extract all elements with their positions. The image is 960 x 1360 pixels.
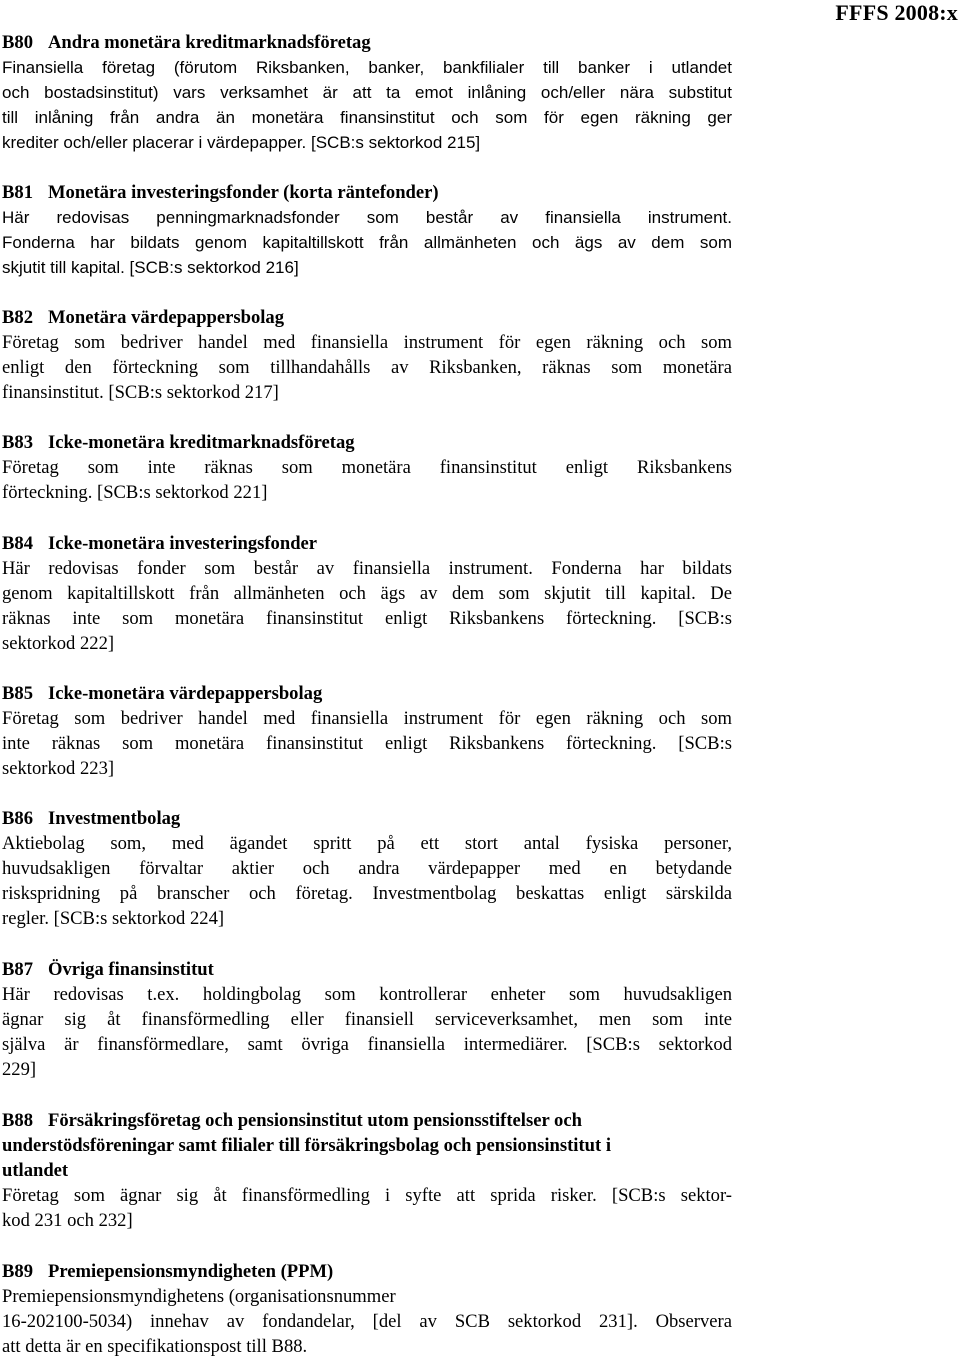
section-title: Försäkringsföretag och pensionsinstitut utom pensionsstiftelser och: [48, 1110, 582, 1131]
section-b89: [2, 1259, 732, 1359]
section-heading: [2, 806, 732, 831]
section-text-line: finansinstitut. [SCB:s sektorkod 217]: [2, 382, 279, 403]
section-text-line: Företag som bedriver handel med finansiella instrument för egen räkning och som: [2, 708, 732, 729]
section-code: B83: [2, 432, 33, 453]
section-heading: [2, 531, 732, 556]
section-text-line: Företag som bedriver handel med finansiella instrument för egen räkning och som: [2, 332, 732, 353]
section-b83: [2, 430, 732, 505]
section-code: B87: [2, 959, 33, 980]
document-id: FFFS 2008:x: [835, 0, 958, 25]
section-text-line: till inlåning från andra än monetära finansinstitut och som för egen räkning ger: [2, 108, 732, 127]
section-heading: [2, 305, 732, 330]
section-code: B80: [2, 32, 33, 53]
section-text-line: och bostadsinstitut) vars verksamhet är att ta emot inlåning och/eller nära substitut: [2, 83, 732, 102]
section-code: B84: [2, 533, 33, 554]
section-text-line: Aktiebolag som, med ägandet spritt på ett stort antal fysiska personer,: [2, 833, 732, 854]
section-heading: [2, 681, 732, 706]
section-code: B86: [2, 808, 33, 829]
section-text-line: Företag som ägnar sig åt finansförmedling i syfte att sprida risker. [SCB:s sektor-: [2, 1185, 732, 1206]
section-text-line: inte räknas som monetära finansinstitut enligt Riksbankens förteckning. [SCB:s: [2, 733, 732, 754]
section-b82: [2, 305, 732, 405]
section-text-line: att detta är en specifikationspost till B88.: [2, 1336, 308, 1357]
section-text-line: huvudsakligen förvaltar aktier och andra värdepapper med en betydande: [2, 858, 732, 879]
section-text-line: Premiepensionsmyndighetens (organisationsnummer: [2, 1286, 396, 1307]
section-title: Icke-monetära kreditmarknadsföretag: [48, 432, 355, 453]
section-text-line: sektorkod 222]: [2, 633, 115, 654]
section-heading: [2, 430, 732, 455]
section-b86: [2, 806, 732, 931]
section-text-line: Här redovisas penningmarknadsfonder som består av finansiella instrument.: [2, 208, 732, 227]
section-title-continued: utlandet: [2, 1160, 69, 1181]
section-title: Andra monetära kreditmarknadsföretag: [48, 32, 371, 53]
section-title: Icke-monetära värdepappersbolag: [48, 683, 323, 704]
section-title: Monetära värdepappersbolag: [48, 307, 285, 328]
section-b80: [2, 30, 732, 155]
section-text-line: riskspridning på branscher och företag. Investmentbolag beskattas enligt särskilda: [2, 883, 732, 904]
section-text-line: själva är finansförmedlare, samt övriga finansiella intermediärer. [SCB:s sektorkod: [2, 1034, 732, 1055]
section-text-line: räknas inte som monetära finansinstitut enligt Riksbankens förteckning. [SCB:s: [2, 608, 732, 629]
section-b81: [2, 180, 732, 280]
section-text-line: 229]: [2, 1059, 37, 1080]
section-text-line: krediter och/eller placerar i värdepapper. [SCB:s sektorkod 215]: [2, 133, 481, 152]
section-code: B88: [2, 1110, 33, 1131]
section-b84: [2, 531, 732, 656]
section-text-line: 16-202100-5034) innehav av fondandelar, [del av SCB sektorkod 231]. Observera: [2, 1311, 732, 1332]
section-text-line: enligt den förteckning som tillhandahålls av Riksbanken, räknas som monetära: [2, 357, 732, 378]
section-b87: [2, 957, 732, 1082]
section-heading: [2, 957, 732, 982]
section-title: Investmentbolag: [48, 808, 181, 829]
section-text-line: skjutit till kapital. [SCB:s sektorkod 216]: [2, 258, 299, 277]
section-title: Premiepensionsmyndigheten (PPM): [48, 1261, 334, 1282]
section-text-line: kod 231 och 232]: [2, 1210, 133, 1231]
section-heading: [2, 1259, 732, 1284]
section-b88: [2, 1108, 732, 1233]
section-heading: [2, 180, 732, 205]
section-text-line: Finansiella företag (förutom Riksbanken, banker, bankfilialer till banker i utlandet: [2, 58, 732, 77]
section-text-line: Företag som inte räknas som monetära finansinstitut enligt Riksbankens: [2, 457, 732, 478]
section-text-line: Här redovisas fonder som består av finansiella instrument. Fonderna har bildats: [2, 558, 732, 579]
section-heading: [2, 30, 732, 55]
section-text-line: Här redovisas t.ex. holdingbolag som kontrollerar enheter som huvudsakligen: [2, 984, 732, 1005]
section-title: Icke-monetära investeringsfonder: [48, 533, 318, 554]
section-code: B81: [2, 182, 33, 203]
section-text-line: sektorkod 223]: [2, 758, 115, 779]
section-code: B85: [2, 683, 33, 704]
section-title-continued: understödsföreningar samt filialer till försäkringsbolag och pensionsinstitut i: [2, 1135, 612, 1156]
section-title: Övriga finansinstitut: [48, 959, 214, 980]
section-heading: [2, 1108, 732, 1133]
section-text-line: regler. [SCB:s sektorkod 224]: [2, 908, 225, 929]
section-code: B89: [2, 1261, 33, 1282]
section-text-line: genom kapitaltillskott från allmänheten och ägs av dem som skjutit till kapital. De: [2, 583, 732, 604]
section-b85: [2, 681, 732, 781]
section-text-line: förteckning. [SCB:s sektorkod 221]: [2, 482, 268, 503]
section-title: Monetära investeringsfonder (korta räntefonder): [48, 182, 439, 203]
section-text-line: Fonderna har bildats genom kapitaltillskott från allmänheten och ägs av dem som: [2, 233, 732, 252]
section-code: B82: [2, 307, 33, 328]
section-text-line: ägnar sig åt finansförmedling eller finansiell serviceverksamhet, men som inte: [2, 1009, 732, 1030]
